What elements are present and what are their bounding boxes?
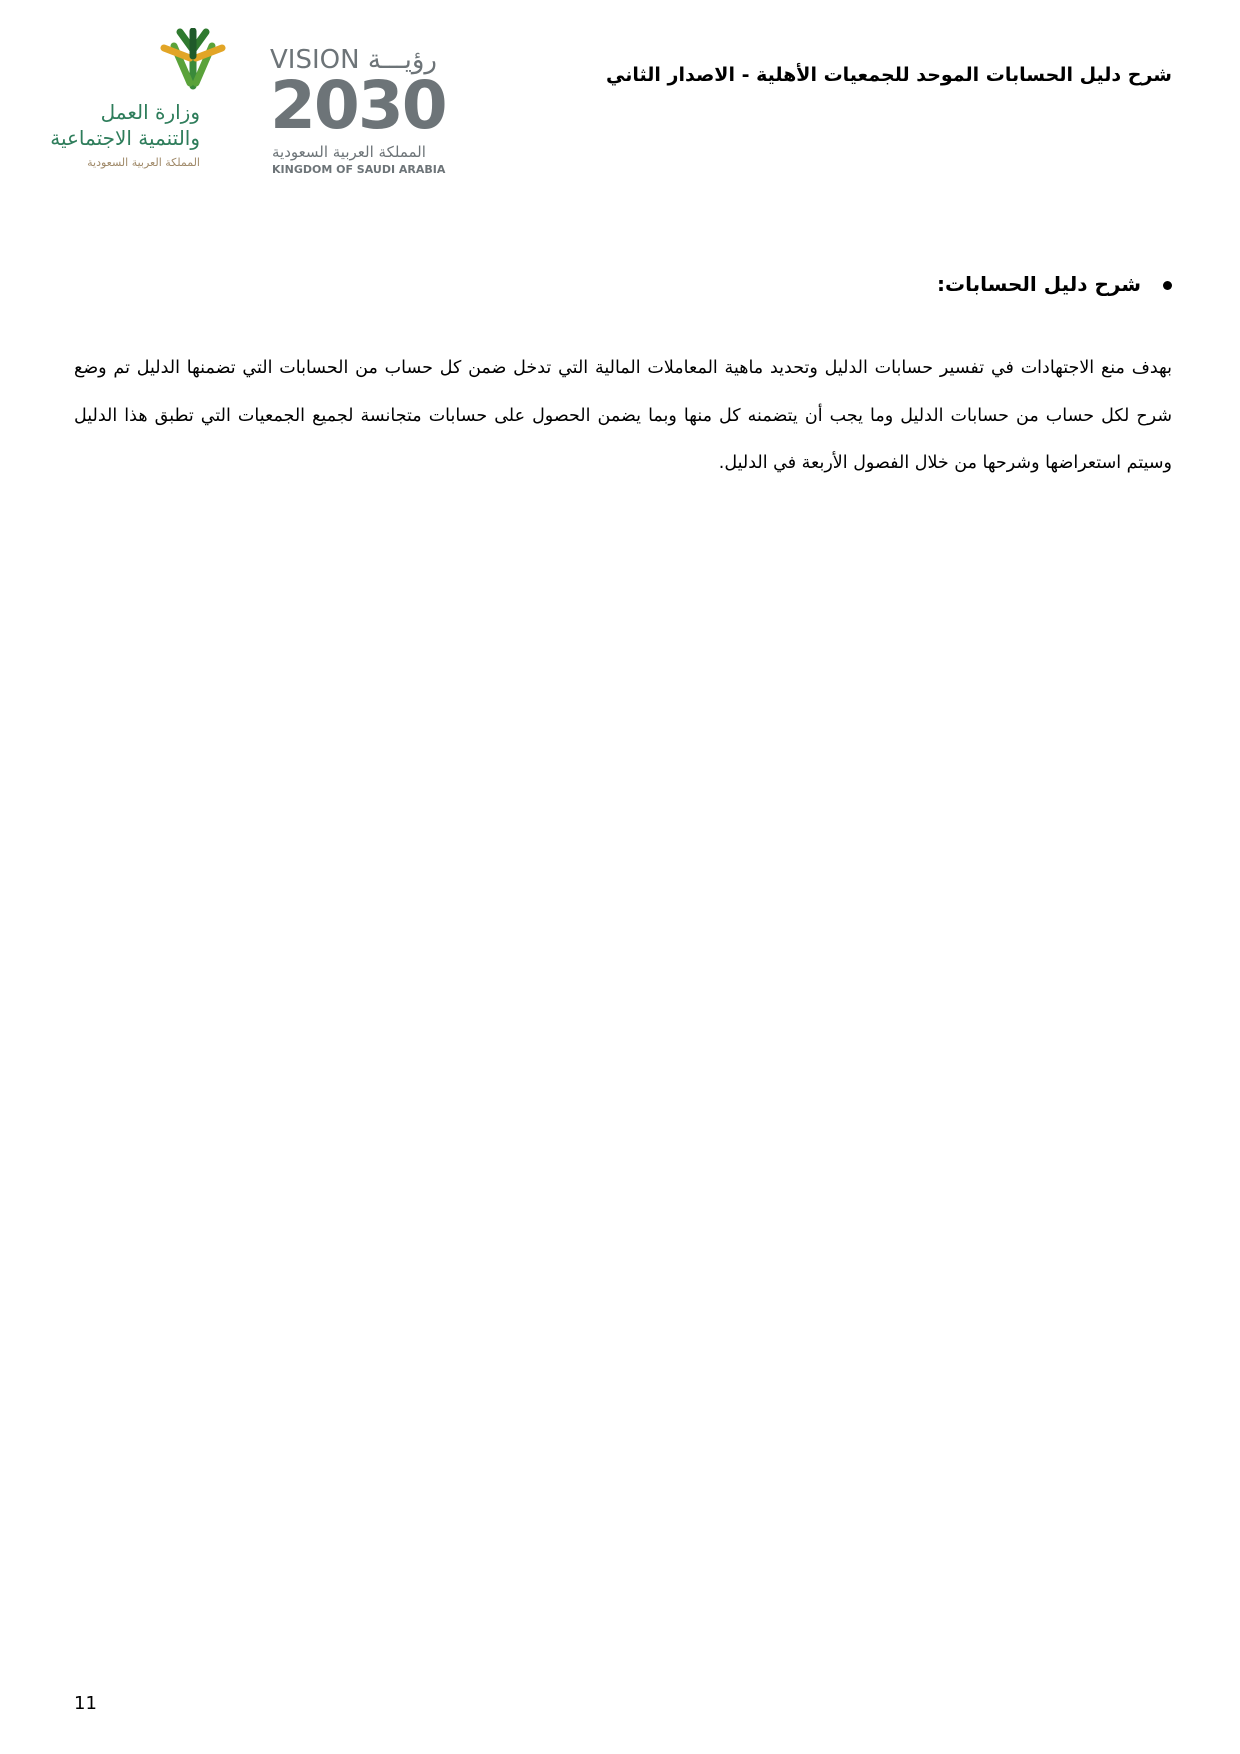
ministry-logo [50,28,210,173]
vision-year: 2030 [270,67,446,144]
vision-wordmark: VISION رؤيـــة [270,45,437,75]
page-number: 11 [74,1693,97,1714]
palm-tree-icon [160,28,226,90]
body-paragraph: بهدف منع الاجتهادات في تفسير حسابات الدليل وتحديد ماهية المعاملات المالية التي تدخل ضمن كل حساب من الحسابات التي تضمنها الدليل تم وضع شرح لكل حساب من حسابات الدليل وما يجب أن يتضمنه كل منها وبما يضمن الحصول على حسابات متجانسة لجميع الجمعيات التي تطبق هذا الدليل وسيتم استعراضها وشرحها من خلال الفصول الأربعة في الدليل. [74,358,1172,473]
ministry-country: المملكة العربية السعودية [87,156,200,169]
vision-english-country: KINGDOM OF SAUDI ARABIA [272,163,446,176]
section-heading [937,272,1172,296]
ministry-name-line1: وزارة العمل [100,100,200,124]
vision-2030-logo [270,45,470,180]
document-header-title: شرح دليل الحسابات الموحد للجمعيات الأهلية - الاصدار الثاني [606,64,1172,86]
section-heading-text: شرح دليل الحسابات: [937,272,1141,296]
ministry-name-line2: والتنمية الاجتماعية [50,126,200,150]
vision-arabic-country: المملكة العربية السعودية [272,143,426,161]
bullet-icon [1163,281,1172,290]
